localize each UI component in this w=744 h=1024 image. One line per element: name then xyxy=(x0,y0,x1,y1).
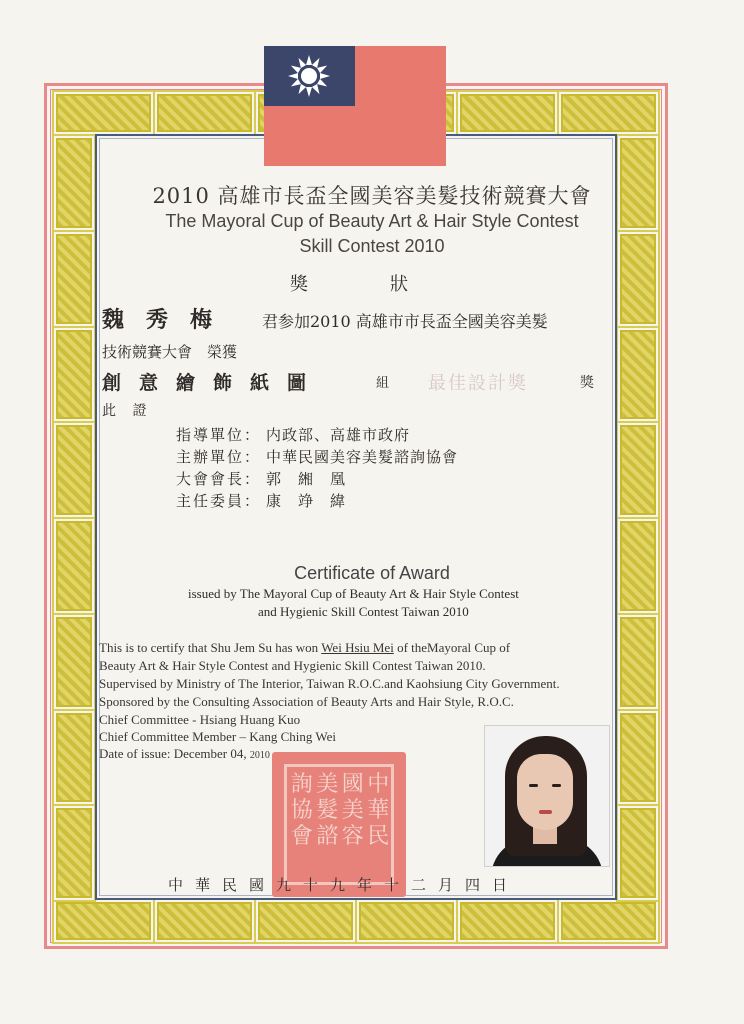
body-line-2: Beauty Art & Hair Style Contest and Hygienic Skill Contest Taiwan 2010. xyxy=(99,658,486,673)
info-label: 指導單位： xyxy=(176,426,262,444)
photo-eye xyxy=(552,784,561,787)
issued-by-line-2: and Hygienic Skill Contest Taiwan 2010 xyxy=(258,604,469,619)
body-line-6: Chief Committee Member – Kang Ching Wei xyxy=(99,729,337,744)
info-label: 主任委員： xyxy=(176,492,262,510)
info-row-organizer xyxy=(176,446,458,467)
award-heading xyxy=(290,270,410,296)
body-line-1-c: of theMayoral Cup of xyxy=(393,640,511,655)
flag-canton xyxy=(264,46,355,106)
info-row-chair xyxy=(176,490,346,511)
award-prize-end: 獎 xyxy=(580,375,594,391)
info-value: 郭 緗 凰 xyxy=(266,470,347,488)
flag-icon xyxy=(264,46,446,166)
seal-column: 中 華 民 xyxy=(367,772,390,849)
seal-glyphs xyxy=(290,772,390,882)
recipient-photo xyxy=(484,725,610,867)
seal-column: 國 美 容 xyxy=(341,772,364,849)
body-line-7 xyxy=(99,746,270,762)
seal-column: 詢 協 會 xyxy=(290,772,313,849)
award-prize-faded: 最佳設計獎 xyxy=(428,373,528,394)
body-line-3: Supervised by Ministry of The Interior, Taiwan R.O.C.and Kaohsiung City Government. xyxy=(99,676,560,691)
award-text-line-2: 技術競賽大會 榮獲 xyxy=(102,343,238,361)
body-line-1-name: Wei Hsiu Mei xyxy=(321,640,394,655)
seal-column: 美 髮 諮 xyxy=(316,772,339,849)
body-line-4: Sponsored by the Consulting Association of Beauty Arts and Hair Style, R.O.C. xyxy=(99,694,514,709)
photo-mouth xyxy=(539,810,552,814)
info-value: 中華民國美容美髮諮詢協會 xyxy=(266,448,459,466)
info-label: 主辦單位： xyxy=(176,448,262,466)
award-text-line-1: 君参加2010 高雄市市長盃全國美容美髮 xyxy=(262,312,548,331)
issue-date-chinese: 中華民國九十九年十二月四日 xyxy=(168,876,520,894)
award-char-1: 獎 xyxy=(290,274,310,295)
info-value: 内政部、高雄市政府 xyxy=(266,426,411,444)
info-value: 康 竫 緯 xyxy=(266,492,347,510)
body-line-5: Chief Committee - Hsiang Huang Kuo xyxy=(99,712,301,727)
title-english-line-1: The Mayoral Cup of Beauty Art & Hair Style Contest xyxy=(165,211,579,231)
award-category: 創意繪飾紙圖 xyxy=(102,372,325,394)
photo-face xyxy=(517,754,573,830)
recipient-name: 魏秀梅 xyxy=(102,307,235,333)
issue-date-label: Date of issue: December 04, xyxy=(99,746,247,761)
certificate-title-english: Certificate of Award xyxy=(294,563,450,583)
award-char-2: 狀 xyxy=(390,274,410,295)
body-line-1-a: This is to certify that Shu Jem Su has won xyxy=(99,640,322,655)
award-category-suffix: 組 xyxy=(376,376,390,391)
certify-text: 此 證 xyxy=(102,403,153,419)
issue-date-year: 2010 xyxy=(249,750,270,761)
info-label: 大會會長： xyxy=(176,470,262,488)
title-chinese: 2010 高雄市長盃全國美容美髮技術競賽大會 xyxy=(152,184,592,208)
white-sun-icon xyxy=(287,54,331,98)
decorative-border-bottom xyxy=(56,902,656,940)
info-row-guidance xyxy=(176,424,410,445)
photo-eye xyxy=(529,784,538,787)
body-line-1 xyxy=(99,640,510,656)
info-row-president xyxy=(176,468,346,489)
issued-by-line-1: issued by The Mayoral Cup of Beauty Art & Hair Style Contest xyxy=(188,586,519,601)
title-english-line-2: Skill Contest 2010 xyxy=(299,236,445,256)
